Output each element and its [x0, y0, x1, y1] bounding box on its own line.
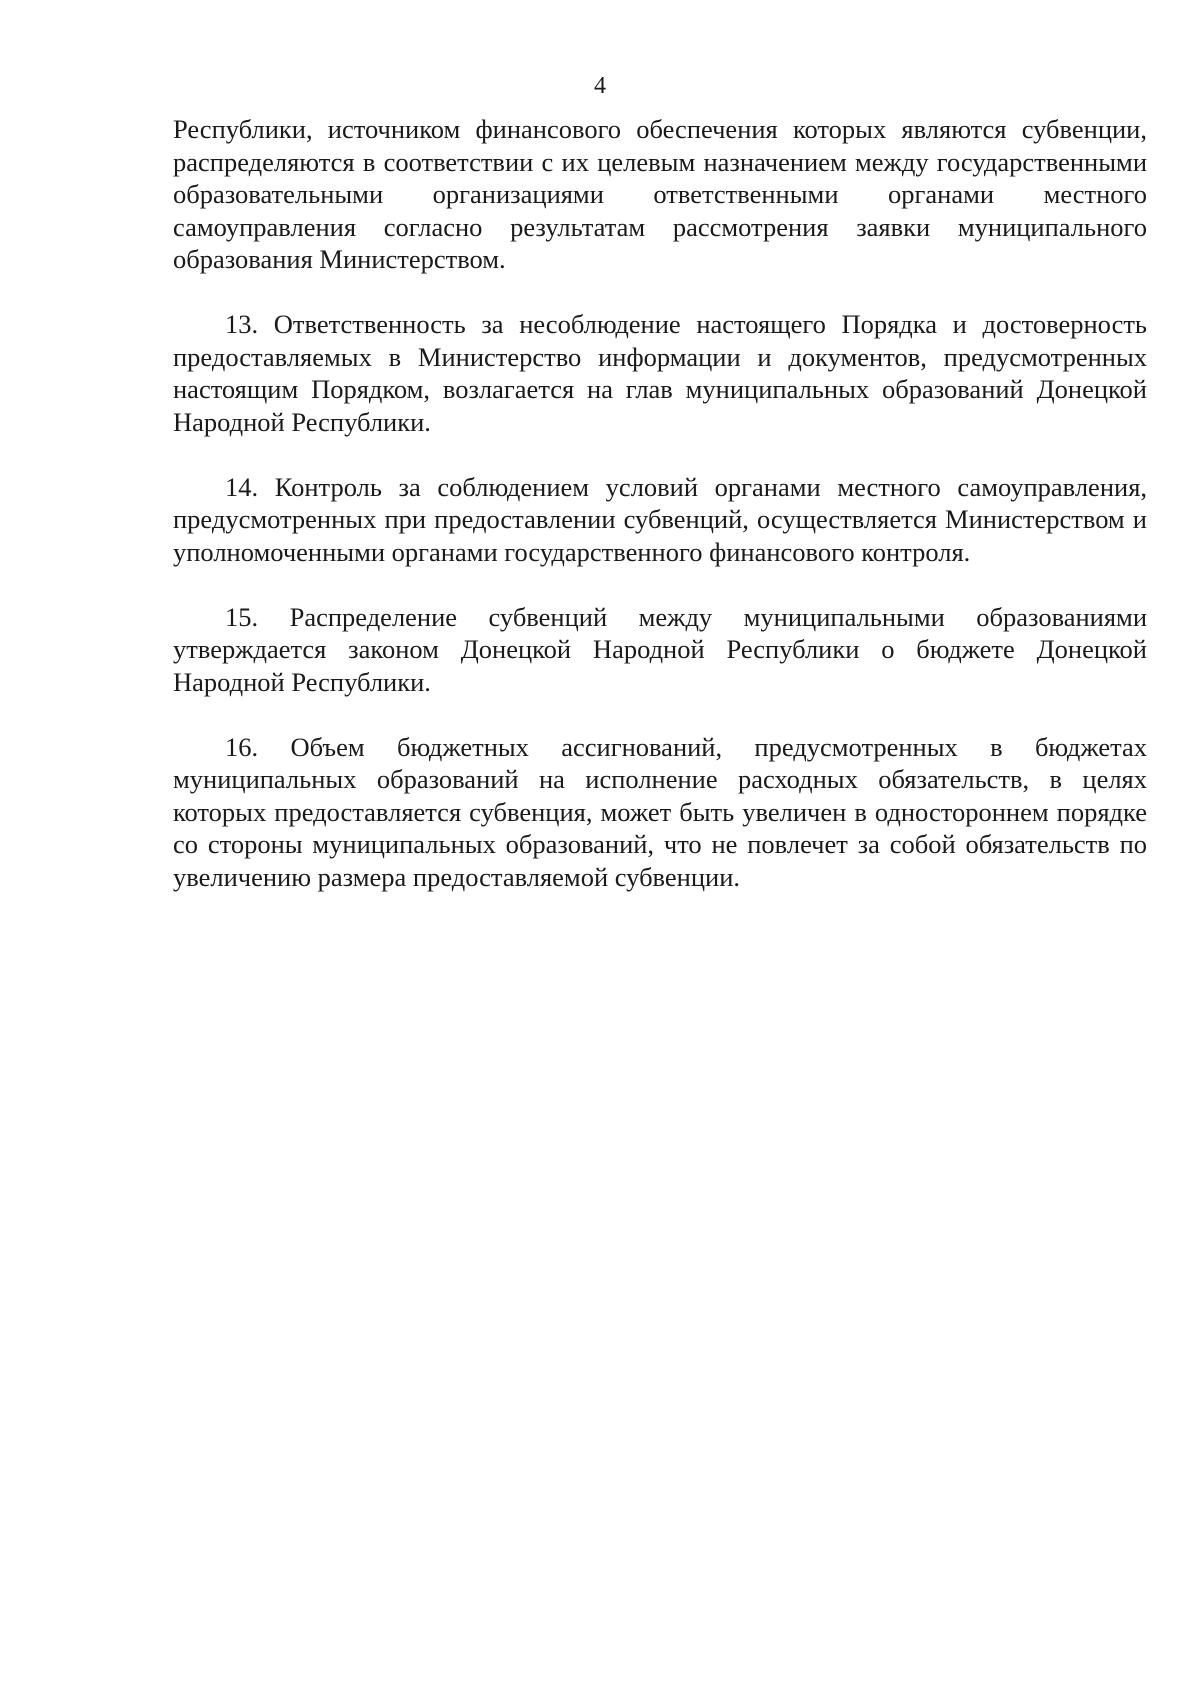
paragraph-number: 14. — [225, 471, 259, 502]
paragraph-text: Ответственность за несоблюдение настоящего Порядка и достоверность предоставляемых в Министерство информации и документов, предусмотренных настоящим Порядком, возлагается на глав муниципальных образований Донецкой Народной Республики. — [173, 309, 1148, 437]
paragraph-text: Республики, источником финансового обеспечения которых являются субвенции, распределяются в соответствии с их целевым назначением между государственными образовательными организациями ответственными органами местного самоуправления согласно результатам рассмотрения заявки муниципального образования Министерством. — [173, 114, 1147, 274]
document-body — [173, 113, 1147, 926]
paragraph-number: 16. — [225, 731, 259, 762]
paragraph-13 — [173, 308, 1147, 438]
paragraph-text: Объем бюджетных ассигнований, предусмотренных в бюджетах муниципальных образований на исполнение расходных обязательств, в целях которых предоставляется субвенция, может быть увеличен в одностороннем порядке со стороны муниципальных образований, что не повлечет за собой обязательств по увеличению размера предоставляемой субвенции. — [173, 731, 1147, 892]
paragraph-continuation — [173, 113, 1147, 276]
paragraph-14 — [173, 471, 1147, 569]
paragraph-15 — [173, 601, 1147, 699]
paragraph-16 — [173, 731, 1147, 894]
paragraph-number: 13. — [225, 309, 259, 339]
paragraph-text: Распределение субвенций между муниципальными образованиями утверждается законом Донецкой Народной Республики о бюджете Донецкой Народной Республики. — [173, 601, 1148, 697]
paragraph-text: Контроль за соблюдением условий органами местного самоуправления, предусмотренных при предоставлении субвенций, осуществляется Министерством и уполномоченными органами государственного финансового контроля. — [173, 471, 1148, 567]
page-number: 4 — [594, 73, 606, 99]
paragraph-number: 15. — [225, 601, 259, 632]
